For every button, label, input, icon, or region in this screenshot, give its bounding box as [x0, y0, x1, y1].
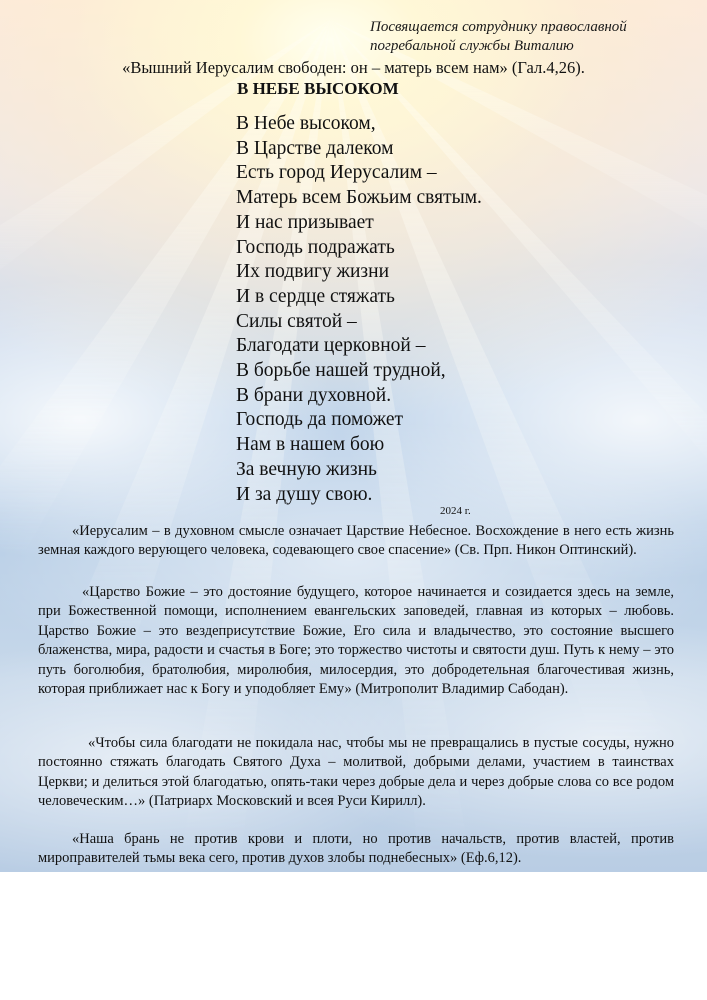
poem-title: В НЕБЕ ВЫСОКОМ: [237, 79, 399, 98]
poem-line: Есть город Иерусалим –: [236, 162, 437, 184]
poem-line: И в сердце стяжать: [236, 285, 395, 307]
poem-line: Их подвигу жизни: [236, 261, 390, 283]
poem-line: В Небе высоком,: [236, 113, 376, 134]
poem-line: И нас призывает: [236, 211, 374, 233]
quote-paragraph-vladimir: «Царство Божие – это достояние будущего, которое начинается и созидается здесь на земле, при Божественной помощи, исполнением евангельских заповедей, главная из которых – любовь. Царство Божие – это вездеприсутствие Божие, Его сила и владычество, это состояние высшего блаженства, мира, радости и счастья в Боге; это торжество чистоты и святости душ. Путь к нему – это путь боголюбия, братолюбия, миролюбия, милосердия, это добродетельная благочестивая жизнь, которая приближает нас к Богу и уподобляет Ему» (Митрополит Владимир Сабодан).: [38, 584, 674, 698]
dedication-text: Посвящается сотруднику православной погребальной службы Виталию: [370, 19, 627, 54]
quote-paragraph-ephesians: «Наша брань не против крови и плоти, но против начальств, против властей, против мироправителей тьмы века сего, против духов злобы поднебесных» (Еф.6,12).: [38, 831, 674, 867]
poem-stanza: [236, 112, 482, 507]
poem-line: Господь подражать: [236, 236, 395, 258]
poem-line: Нам в нашем бою: [236, 434, 385, 456]
epigraph-quote: «Вышний Иерусалим свободен: он – матерь всем нам» (Гал.4,26).: [122, 58, 585, 77]
quote-paragraph-nikon: «Иерусалим – в духовном смысле означает Царствие Небесное. Восхождение в него есть жизнь земная каждого верующего человека, содевающего свое спасение» (Св. Прп. Никон Оптинский).: [38, 523, 674, 559]
poem-line: Благодати церковной –: [236, 335, 426, 357]
poem-line: Господь да поможет: [236, 409, 404, 431]
poem-line: За вечную жизнь: [236, 458, 377, 480]
poem-line: Матерь всем Божьим святым.: [236, 187, 482, 209]
poem-line: И за душу свою.: [236, 483, 373, 505]
quote-paragraph-kirill: «Чтобы сила благодати не покидала нас, чтобы мы не превращались в пустые сосуды, нужно постоянно стяжать благодать Святого Духа – молитвой, добрыми делами, участием в таинствах Церкви; и делиться этой благодатью, опять-таки через добрые дела и через добрые слова со все родом человеческим…» (Патриарх Московский и всея Руси Кирилл).: [38, 735, 674, 810]
poem-line: В Царстве далеком: [236, 137, 394, 159]
poem-line: В борьбе нашей трудной,: [236, 360, 446, 382]
poem-year: 2024 г.: [440, 505, 471, 517]
poem-line: Силы святой –: [236, 310, 357, 332]
poem-line: В брани духовной.: [236, 384, 392, 406]
